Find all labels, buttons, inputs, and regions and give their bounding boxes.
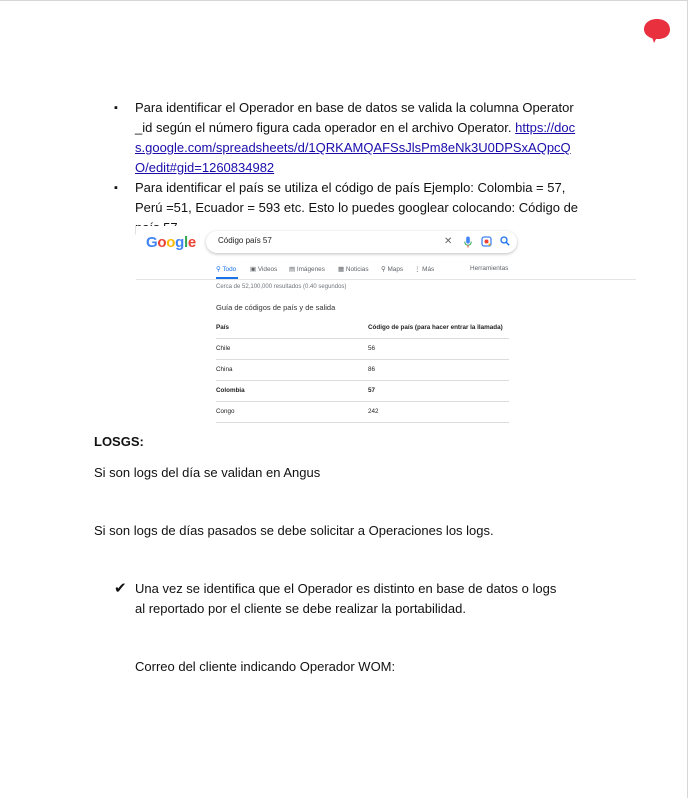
google-header-divider <box>136 279 636 280</box>
table-row <box>216 360 509 381</box>
country-code-table <box>216 318 509 423</box>
google-result-title: Guía de códigos de país y de salida <box>216 303 336 312</box>
table-header-code: Código de país (para hacer entrar la llamada) <box>368 324 503 331</box>
search-icon[interactable] <box>500 236 510 246</box>
table-cell-country: China <box>216 366 233 373</box>
table-cell-country: Congo <box>216 408 235 415</box>
tab-mas[interactable]: ⋮ Más <box>414 266 435 273</box>
operator-spreadsheet-link[interactable]: https://docs.google.com/spreadsheets/d/1QRKAMQAFSsJlsPm8eNk3U0DPSxAQpcQO/edit#gid=1260834982 <box>135 120 576 175</box>
table-cell-code: 242 <box>368 408 379 415</box>
google-logo-letter: G <box>146 234 158 251</box>
bullet-list <box>114 98 584 238</box>
bullet-square-icon: ▪ <box>114 102 118 114</box>
google-logo-letter: g <box>175 234 184 251</box>
tab-noticias[interactable]: ▦ Noticias <box>338 266 369 273</box>
google-search-query: Código país 57 <box>218 236 272 245</box>
checkmark-icon: ✔ <box>114 580 127 597</box>
google-search-screenshot <box>136 226 636 422</box>
table-row <box>216 381 509 402</box>
bullet-square-icon: ▪ <box>114 182 118 194</box>
table-cell-country: Chile <box>216 345 231 352</box>
google-logo-letter: l <box>184 234 188 251</box>
tab-videos[interactable]: ▣ Videos <box>250 266 278 273</box>
table-cell-code: 57 <box>368 387 376 394</box>
page-top-border <box>0 0 688 1</box>
table-cell-code: 86 <box>368 366 376 373</box>
google-logo-letter: o <box>157 234 167 251</box>
table-header-row <box>216 318 509 339</box>
google-logo <box>146 234 196 251</box>
checklist-item-text: Una vez se identifica que el Operador es distinto en base de datos o logs al reportado por el cliente se debe realizar la portabilidad. <box>135 581 557 616</box>
table-row <box>216 339 509 360</box>
logs-today-paragraph: Si son logs del día se validan en Angus <box>94 465 321 480</box>
tab-maps[interactable]: ⚲ Maps <box>381 266 404 273</box>
bullet-item-operator <box>114 98 584 178</box>
table-cell-country: Colombia <box>216 387 245 394</box>
table-cell-code: 56 <box>368 345 376 352</box>
google-result-count: Cerca de 52,100,000 resultados (0.40 segundos) <box>216 284 347 290</box>
email-note: Correo del cliente indicando Operador WOM: <box>135 659 396 674</box>
logs-heading: LOSGS: <box>94 434 144 449</box>
table-header-country: País <box>216 324 229 331</box>
checklist-item <box>114 579 564 619</box>
close-icon[interactable]: ✕ <box>444 236 453 247</box>
table-row <box>216 402 509 423</box>
lens-icon[interactable] <box>481 236 492 247</box>
mic-icon[interactable] <box>464 236 472 248</box>
google-logo-letter: o <box>166 234 176 251</box>
google-tabs <box>216 265 511 277</box>
bullet-text-operator: Para identificar el Operador en base de datos se valida la columna Operator _id según el número figura cada operador en el archivo Operator. <box>135 100 574 135</box>
google-tools-button[interactable]: Herramientas <box>470 265 509 272</box>
logo-speech-bubble-icon <box>643 18 671 44</box>
google-logo-letter: e <box>187 234 196 251</box>
google-search-box[interactable] <box>206 231 517 253</box>
bullet-text-country: Para identificar el país se utiliza el código de país Ejemplo: Colombia = 57, Perú =51, Ecuador = 593 etc. Esto lo puedes googlear colocando: Código de <box>135 180 579 215</box>
tab-imagenes[interactable]: ▤ Imágenes <box>289 266 325 273</box>
logs-past-paragraph: Si son logs de días pasados se debe solicitar a Operaciones los logs. <box>94 523 494 538</box>
tab-todo[interactable]: ⚲ Todo <box>216 266 237 273</box>
